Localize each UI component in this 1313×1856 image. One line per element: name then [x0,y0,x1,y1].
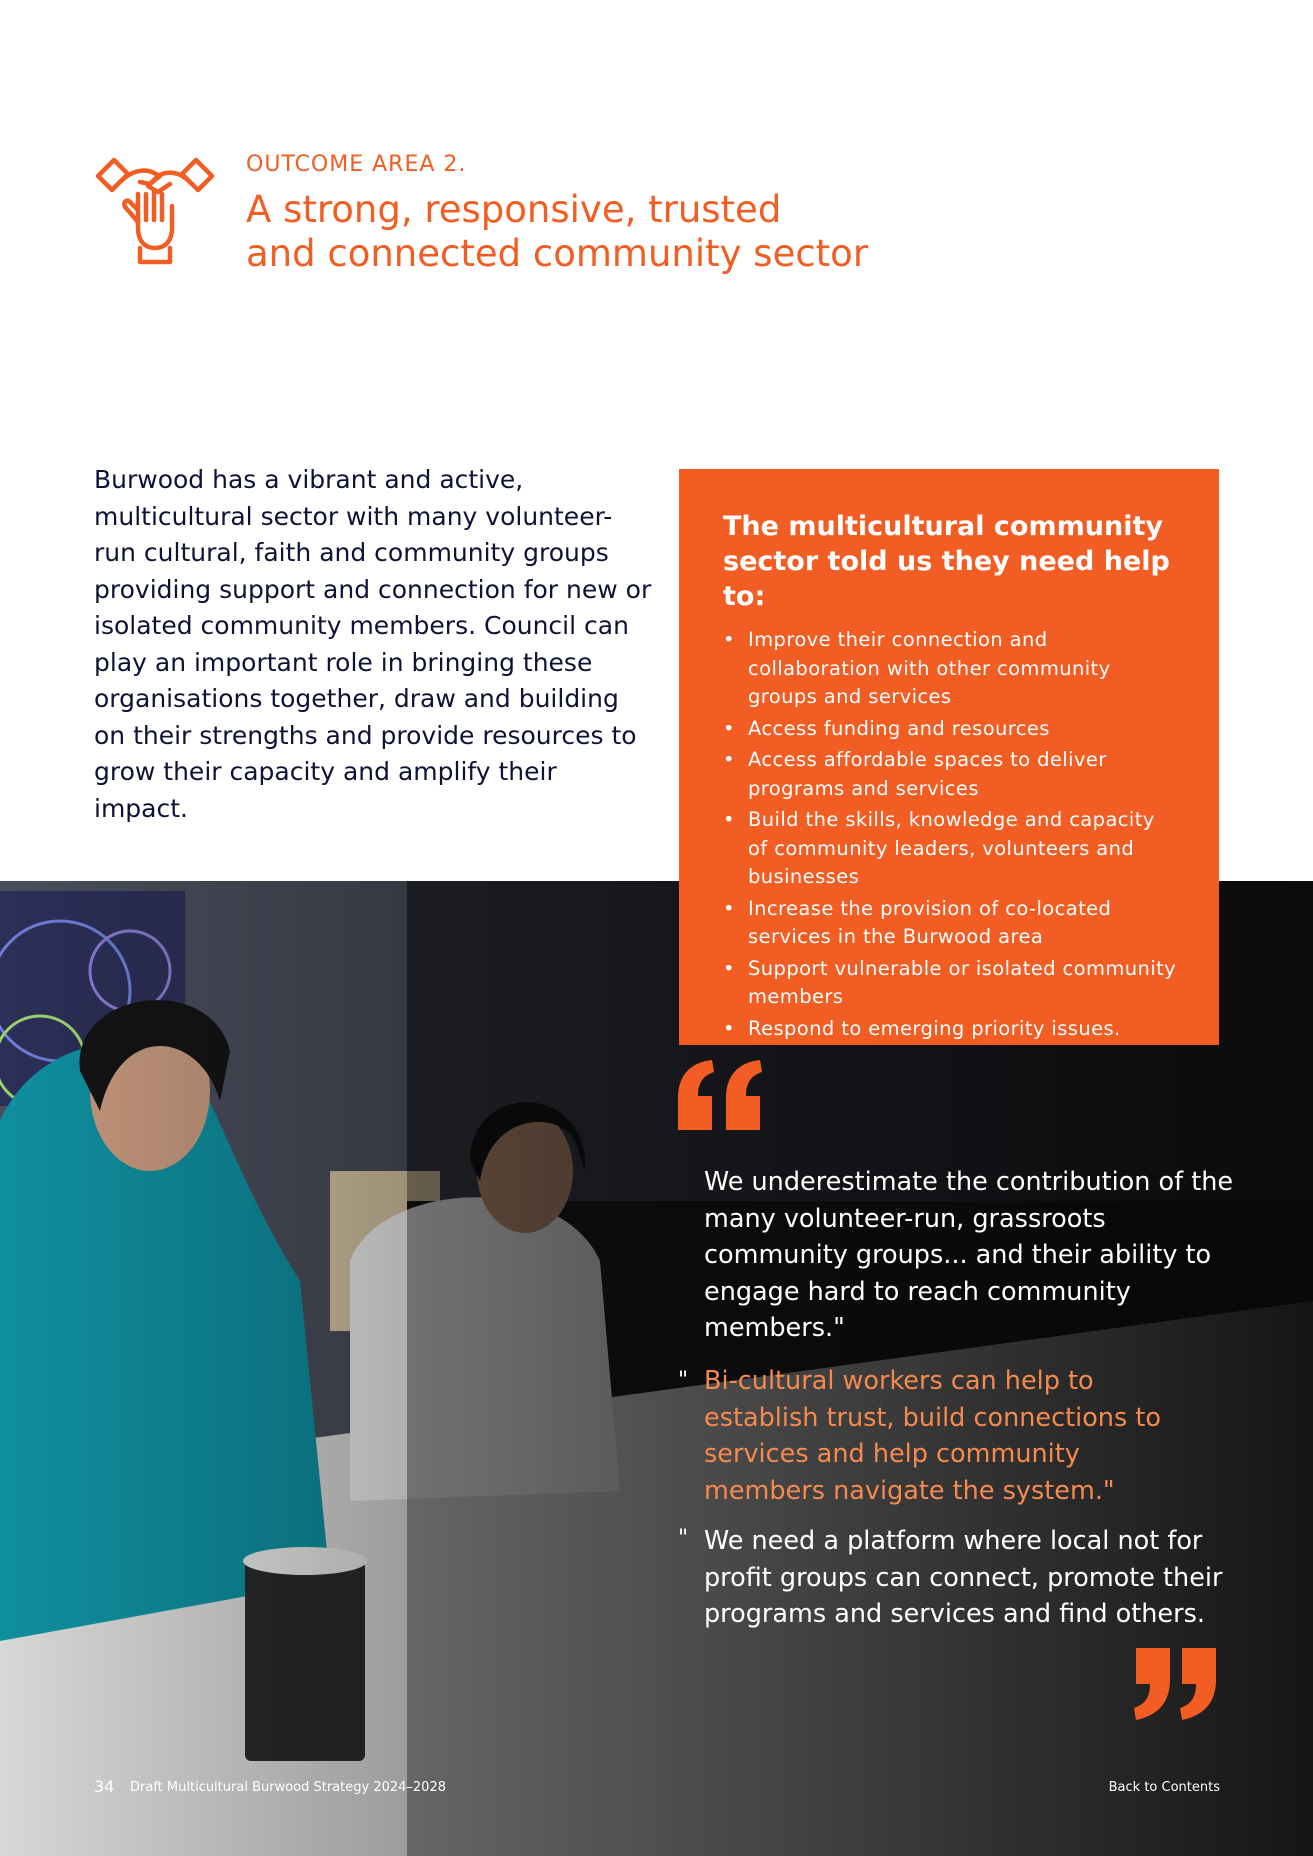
needs-callout-box [679,469,1219,1045]
callout-heading: The multicultural community sector told us they need help to: [723,511,1170,612]
outcome-eyebrow: OUTCOME AREA 2. [246,152,467,177]
open-quote-icon [674,1058,766,1138]
page-number: 34 [94,1777,115,1796]
back-to-contents-link[interactable]: Back to Contents [1108,1780,1220,1795]
document-title: Draft Multicultural Burwood Strategy 2024–2028 [130,1780,446,1795]
list-item: • Increase the provision of co-located services in the Burwood area [723,895,1179,952]
quote-mark: " [678,1526,689,1551]
joined-hands-icon [94,154,216,266]
intro-paragraph: Burwood has a vibrant and active, multicultural sector with many volunteer-run cultural, faith and community groups providing support and connection for new or isolated community members. Council can play an important role in bringing these organisations together, draw and building on their strengths and provide resources to grow their capacity and amplify their impact. [94,465,652,823]
list-item: • Respond to emerging priority issues. [723,1015,1179,1044]
list-item: • Access affordable spaces to deliver programs and services [723,746,1179,803]
needs-list [723,626,1179,1043]
list-item: • Improve their connection and collaboration with other community groups and services [723,626,1179,712]
list-item: • Support vulnerable or isolated community members [723,955,1179,1012]
list-item: • Build the skills, knowledge and capacity of community leaders, volunteers and businesses [723,806,1179,892]
close-quote-icon [1132,1646,1222,1722]
list-item: • Access funding and resources [723,715,1179,744]
quote-bicultural-workers: Bi-cultural workers can help to establish trust, build connections to services and help community members navigate the system." [704,1366,1161,1506]
title-line-1: A strong, responsive, trusted [246,188,782,231]
quote-platform: We need a platform where local not for profit groups can connect, promote their programs and services and find others. [704,1526,1223,1629]
title-line-2: and connected community sector [246,232,869,275]
quote-volunteer-groups: We underestimate the contribution of the many volunteer-run, grassroots community groups... and their ability to engage hard to reach community members." [704,1167,1234,1343]
quote-mark: " [678,1368,689,1393]
page-title [246,188,1006,276]
